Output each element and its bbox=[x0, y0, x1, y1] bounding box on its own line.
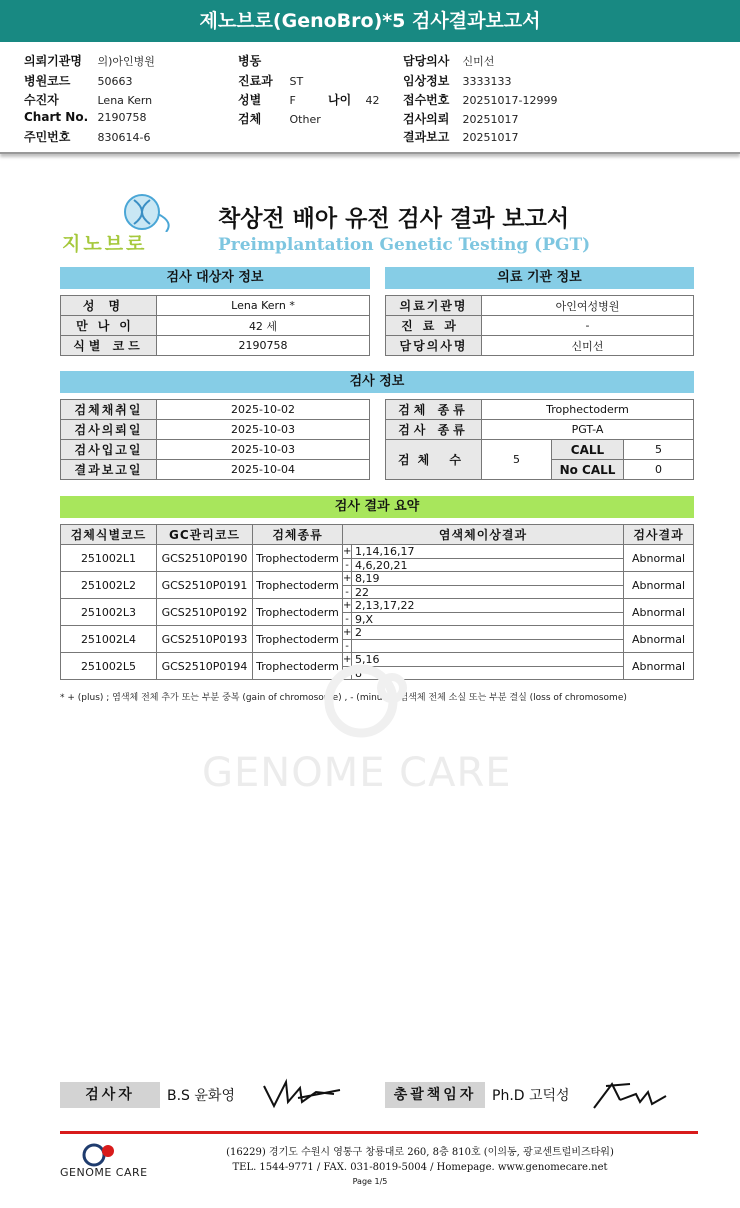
report-title: 착상전 배아 유전 검사 결과 보고서 bbox=[218, 206, 570, 232]
sample-code: 251002L3 bbox=[61, 599, 157, 626]
request-date-value: 2025-10-03 bbox=[157, 420, 370, 440]
ward-label: 병동 bbox=[238, 54, 262, 68]
institution-value: 의)아인병원 bbox=[97, 55, 155, 68]
resident-value: 830614-6 bbox=[97, 131, 151, 144]
receive-date-value: 2025-10-03 bbox=[157, 440, 370, 460]
sample-type: Trophectoderm bbox=[253, 599, 343, 626]
gc-code: GCS2510P0194 bbox=[157, 653, 253, 680]
loss-list bbox=[352, 640, 355, 652]
genobro-logo bbox=[62, 192, 182, 258]
nocall-label: No CALL bbox=[552, 460, 624, 480]
col-header-result: 검사결과 bbox=[624, 525, 694, 545]
report-date-field bbox=[403, 128, 519, 145]
gain-list: 2 bbox=[355, 626, 362, 639]
doctor-value: 신미선 bbox=[462, 55, 495, 68]
test-type-label: 검사 종류 bbox=[386, 420, 482, 440]
clinical-value: 3333133 bbox=[462, 75, 512, 88]
collect-date-value: 2025-10-02 bbox=[157, 400, 370, 420]
receipt-value: 20251017-12999 bbox=[462, 94, 558, 107]
gain-list: 5,16 bbox=[355, 653, 380, 666]
director-label: 총괄책임자 bbox=[385, 1082, 485, 1108]
examinee-label: 수진자 bbox=[24, 93, 59, 107]
watermark-logo-icon bbox=[318, 658, 428, 744]
clinical-field bbox=[403, 72, 512, 89]
report-page bbox=[0, 160, 740, 1208]
test-section-header: 검사 정보 bbox=[60, 371, 694, 393]
table-row bbox=[61, 545, 694, 572]
dept-value: ST bbox=[289, 75, 304, 88]
chromosome-result bbox=[343, 545, 624, 572]
sample-code: 251002L5 bbox=[61, 653, 157, 680]
specimen-label: 검체 bbox=[238, 112, 262, 126]
specimen-value: Other bbox=[289, 113, 321, 126]
nocall-value: 0 bbox=[624, 460, 694, 480]
subject-id-label: 식별 코드 bbox=[61, 336, 157, 356]
report-date-value-2: 2025-10-04 bbox=[157, 460, 370, 480]
col-header-code: 검체식별코드 bbox=[61, 525, 157, 545]
specimen-table bbox=[385, 399, 694, 480]
specimen-count-value: 5 bbox=[482, 440, 552, 480]
call-value: 5 bbox=[624, 440, 694, 460]
receive-date-label: 검사입고일 bbox=[61, 440, 157, 460]
plus-sign: + bbox=[343, 654, 352, 665]
test-type-value: PGT-A bbox=[482, 420, 694, 440]
institution-field bbox=[24, 52, 155, 69]
hospital-code-field bbox=[24, 72, 133, 89]
report-subtitle: Preimplantation Genetic Testing (PGT) bbox=[218, 235, 591, 255]
col-header-chromosome: 염색체이상결과 bbox=[343, 525, 624, 545]
gain-list: 8,19 bbox=[355, 572, 380, 585]
sex-value: F bbox=[289, 94, 296, 107]
inst-name-value: 아인여성병원 bbox=[482, 296, 694, 316]
examiner-name: B.S 윤화영 bbox=[167, 1088, 235, 1104]
chart-field bbox=[24, 110, 147, 124]
subject-id-value: 2190758 bbox=[157, 336, 370, 356]
gc-code: GCS2510P0193 bbox=[157, 626, 253, 653]
sample-code: 251002L4 bbox=[61, 626, 157, 653]
chromosome-result bbox=[343, 626, 624, 653]
age-value: 42 bbox=[365, 94, 380, 107]
request-value: 20251017 bbox=[462, 113, 519, 126]
subject-table bbox=[60, 295, 370, 356]
gc-code: GCS2510P0192 bbox=[157, 599, 253, 626]
table-row bbox=[61, 599, 694, 626]
gain-list: 1,14,16,17 bbox=[355, 545, 415, 558]
resident-field bbox=[24, 128, 150, 145]
watermark-text: GENOME CARE bbox=[202, 750, 512, 796]
subject-age-label: 만나이 bbox=[61, 316, 157, 336]
chart-value: 2190758 bbox=[97, 111, 147, 124]
inst-doctor-value: 신미선 bbox=[482, 336, 694, 356]
address-line: (16229) 경기도 수원시 영통구 창룡대로 260, 8층 810호 (이의동, 광교센트럴비즈타워) bbox=[226, 1147, 614, 1158]
report-date-value: 20251017 bbox=[462, 131, 519, 144]
chart-label: Chart No. bbox=[24, 110, 89, 124]
page-number: Page 1/5 bbox=[352, 1177, 388, 1186]
hospital-code-label: 병원코드 bbox=[24, 74, 71, 88]
specimen-type-label: 검체 종류 bbox=[386, 400, 482, 420]
loss-list: 9,X bbox=[355, 613, 374, 626]
request-label: 검사의뢰 bbox=[403, 112, 450, 126]
specimen-count-label: 검체 수 bbox=[386, 440, 482, 480]
institution-label: 의뢰기관명 bbox=[24, 54, 82, 68]
plus-sign: + bbox=[343, 627, 352, 638]
examiner-label: 검사자 bbox=[60, 1082, 160, 1108]
test-result: Abnormal bbox=[624, 653, 694, 680]
summary-section-header: 검사 결과 요약 bbox=[60, 496, 694, 518]
report-date-label: 결과보고 bbox=[403, 130, 450, 144]
sample-code: 251002L2 bbox=[61, 572, 157, 599]
legend-note: * + (plus) ; 염색체 전체 추가 또는 부분 중복 (gain of chromosome) , - (minus) ; 염색체 전체 소실 또는 부분 결실 (loss of chromosome) bbox=[60, 693, 627, 703]
test-result: Abnormal bbox=[624, 545, 694, 572]
dna-logo-icon bbox=[62, 192, 182, 232]
sample-type: Trophectoderm bbox=[253, 626, 343, 653]
doctor-label: 담당의사 bbox=[403, 54, 450, 68]
table-row bbox=[61, 626, 694, 653]
plus-sign: + bbox=[343, 600, 352, 611]
sex-label: 성별 bbox=[238, 93, 262, 107]
inst-dept-label: 진료과 bbox=[386, 316, 482, 336]
window-title: 제노브로(GenoBro)*5 검사결과보고서 bbox=[0, 0, 740, 42]
inst-dept-value: - bbox=[482, 316, 694, 336]
sample-type: Trophectoderm bbox=[253, 653, 343, 680]
director-name: Ph.D 고덕성 bbox=[492, 1088, 570, 1104]
examinee-field bbox=[24, 91, 152, 108]
sex-field bbox=[238, 91, 296, 108]
gc-code: GCS2510P0191 bbox=[157, 572, 253, 599]
age-label: 나이 bbox=[328, 93, 352, 107]
dept-label: 진료과 bbox=[238, 74, 273, 88]
doctor-field bbox=[403, 52, 494, 69]
report-date-label-2: 결과보고일 bbox=[61, 460, 157, 480]
sample-type: Trophectoderm bbox=[253, 545, 343, 572]
specimen-type-value: Trophectoderm bbox=[482, 400, 694, 420]
plus-sign: + bbox=[343, 573, 352, 584]
chromosome-result bbox=[343, 572, 624, 599]
col-header-type: 검체종류 bbox=[253, 525, 343, 545]
institution-section-header: 의료 기관 정보 bbox=[385, 267, 694, 289]
subject-name-value: Lena Kern * bbox=[157, 296, 370, 316]
test-dates-table bbox=[60, 399, 370, 480]
request-date-label: 검사의뢰일 bbox=[61, 420, 157, 440]
sample-type: Trophectoderm bbox=[253, 572, 343, 599]
loss-list: 4,6,20,21 bbox=[355, 559, 408, 572]
dept-field bbox=[238, 72, 303, 89]
clinical-label: 임상정보 bbox=[403, 74, 450, 88]
inst-doctor-label: 담당의사명 bbox=[386, 336, 482, 356]
test-result: Abnormal bbox=[624, 626, 694, 653]
minus-sign: - bbox=[343, 586, 352, 598]
receipt-field bbox=[403, 91, 557, 108]
minus-sign: - bbox=[343, 667, 352, 679]
minus-sign: - bbox=[343, 640, 352, 652]
ward-field bbox=[238, 52, 286, 69]
director-signature-icon bbox=[590, 1074, 674, 1114]
call-label: CALL bbox=[552, 440, 624, 460]
logo-text: 지노브로 bbox=[62, 233, 148, 255]
loss-list: 8 bbox=[355, 667, 362, 680]
patient-header bbox=[0, 42, 740, 154]
receipt-label: 접수번호 bbox=[403, 93, 450, 107]
inst-name-label: 의료기관명 bbox=[386, 296, 482, 316]
examiner-signature-icon bbox=[258, 1074, 344, 1114]
subject-section-header: 검사 대상자 정보 bbox=[60, 267, 370, 289]
contact-line: TEL. 1544-9771 / FAX. 031-8019-5004 / Homepage. www.genomecare.net bbox=[232, 1162, 608, 1173]
gc-code: GCS2510P0190 bbox=[157, 545, 253, 572]
chromosome-result bbox=[343, 599, 624, 626]
test-result: Abnormal bbox=[624, 599, 694, 626]
table-row bbox=[61, 572, 694, 599]
minus-sign: - bbox=[343, 559, 352, 571]
footer-divider bbox=[60, 1131, 698, 1134]
subject-age-value: 42 세 bbox=[157, 316, 370, 336]
examinee-value: Lena Kern bbox=[97, 94, 153, 107]
subject-name-label: 성명 bbox=[61, 296, 157, 316]
footer-logo-text: GENOME CARE bbox=[60, 1166, 148, 1179]
request-field bbox=[403, 110, 519, 127]
plus-sign: + bbox=[343, 546, 352, 557]
company-address bbox=[180, 1145, 660, 1175]
specimen-field bbox=[238, 110, 321, 127]
resident-label: 주민번호 bbox=[24, 130, 71, 144]
collect-date-label: 검체채취일 bbox=[61, 400, 157, 420]
results-table bbox=[60, 524, 694, 680]
test-result: Abnormal bbox=[624, 572, 694, 599]
minus-sign: - bbox=[343, 613, 352, 625]
gain-list: 2,13,17,22 bbox=[355, 599, 415, 612]
loss-list: 22 bbox=[355, 586, 369, 599]
institution-table bbox=[385, 295, 694, 356]
age-field bbox=[328, 91, 380, 108]
hospital-code-value: 50663 bbox=[97, 75, 133, 88]
col-header-gc: GC관리코드 bbox=[157, 525, 253, 545]
sample-code: 251002L1 bbox=[61, 545, 157, 572]
